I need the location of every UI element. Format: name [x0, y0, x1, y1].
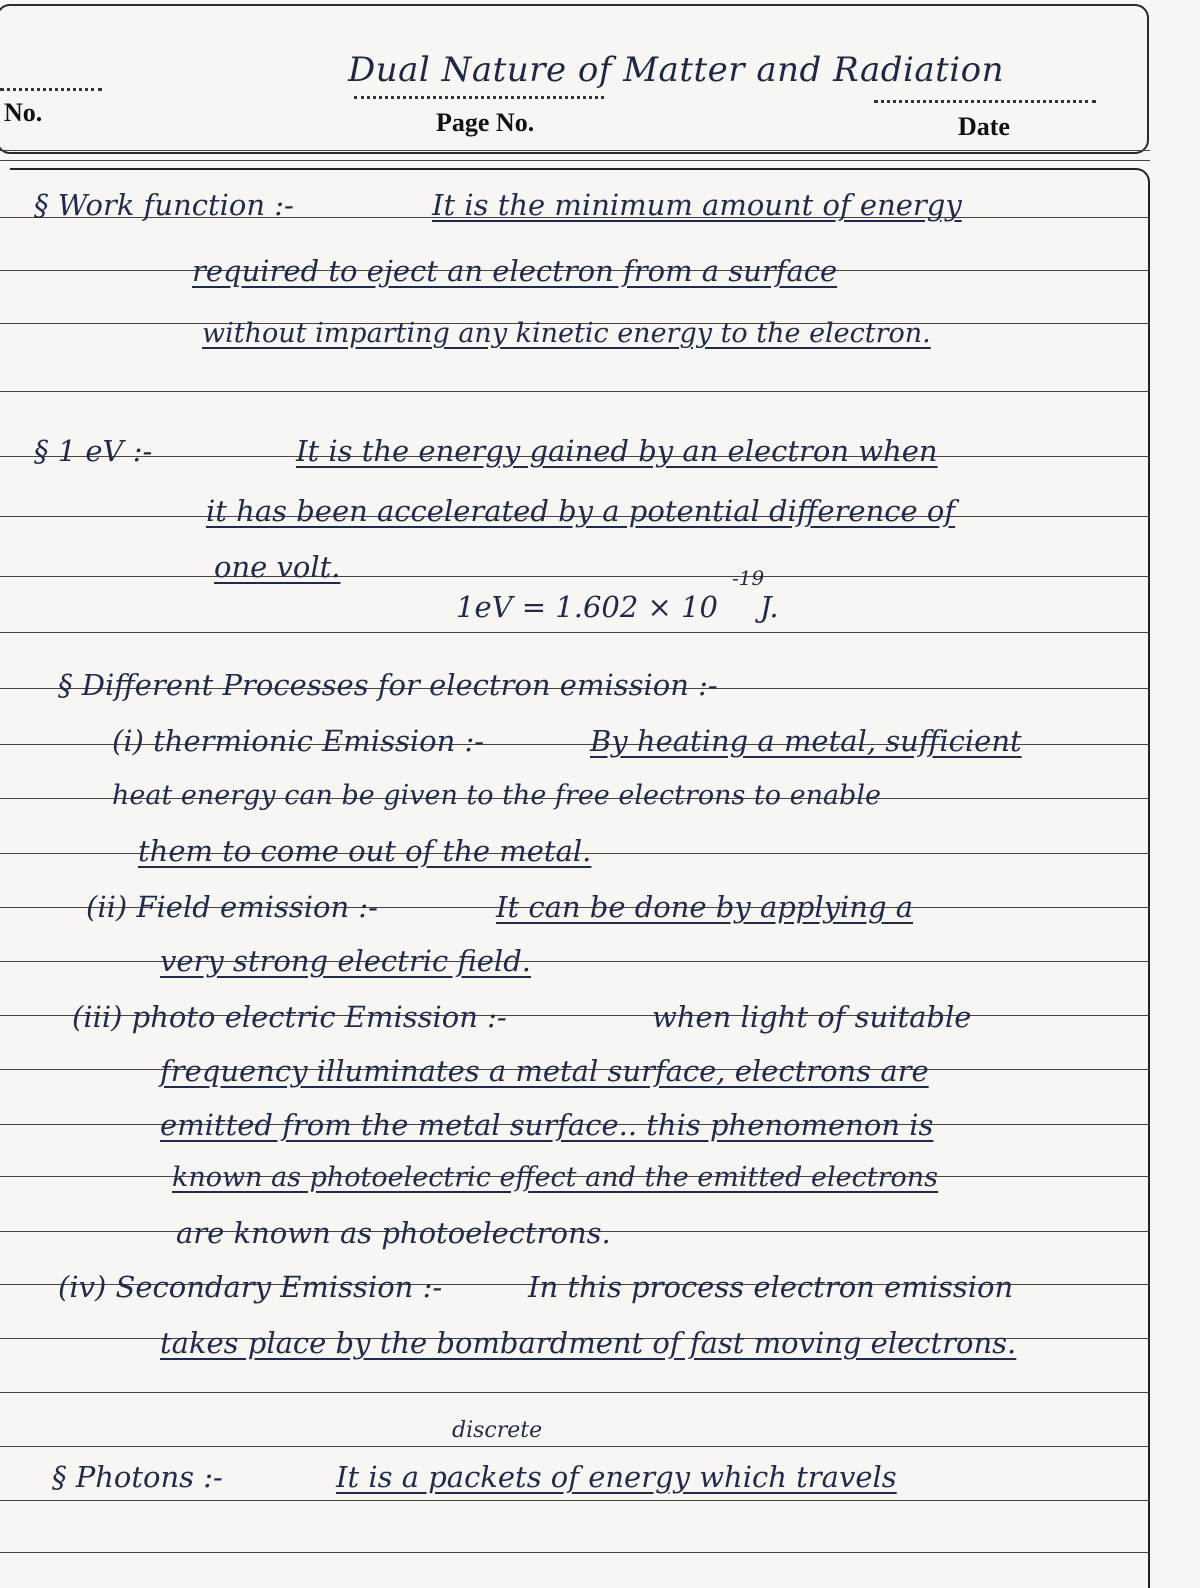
- photoelectric-line-4: known as photoelectric effect and the emitted electrons: [172, 1162, 938, 1193]
- work-function-line-1: It is the minimum amount of energy: [432, 188, 962, 222]
- thermionic-line-1: By heating a metal, sufficient: [590, 724, 1022, 758]
- date-dotted-line: [874, 100, 1096, 103]
- photoelectric-line-3: emitted from the metal surface.. this phenomenon is: [160, 1108, 934, 1142]
- one-ev-line-1: It is the energy gained by an electron when: [296, 434, 938, 468]
- secondary-emission-line-1: In this process electron emission: [528, 1270, 1014, 1304]
- photoelectric-label: (iii) photo electric Emission :-: [72, 1000, 507, 1034]
- one-ev-heading: § 1 eV :-: [34, 434, 153, 468]
- one-ev-line-2: it has been accelerated by a potential difference of: [206, 494, 956, 528]
- photons-line-1: It is a packets of energy which travels: [336, 1460, 897, 1494]
- field-emission-line-2: very strong electric field.: [160, 944, 531, 978]
- one-ev-formula-exponent: -19: [732, 566, 765, 590]
- one-ev-line-3: one volt.: [214, 550, 341, 584]
- page-no-dotted-line: [354, 96, 604, 99]
- page-title: Dual Nature of Matter and Radiation: [348, 50, 1005, 90]
- photons-insertion: discrete: [452, 1418, 543, 1443]
- no-label: No.: [4, 98, 43, 127]
- page-no-label: Page No.: [436, 108, 535, 137]
- one-ev-formula-value: 1eV = 1.602 × 10: [456, 590, 718, 624]
- work-function-line-3: without imparting any kinetic energy to the electron.: [202, 318, 931, 349]
- thermionic-label: (i) thermionic Emission :-: [112, 724, 485, 758]
- processes-heading: § Different Processes for electron emission :-: [58, 668, 718, 702]
- date-label: Date: [958, 112, 1010, 141]
- photons-heading: § Photons :-: [52, 1460, 223, 1494]
- no-dotted-line: [0, 88, 102, 91]
- thermionic-line-2: heat energy can be given to the free electrons to enable: [112, 780, 881, 811]
- photoelectric-line-2: frequency illuminates a metal surface, electrons are: [160, 1054, 929, 1088]
- photoelectric-line-5: are known as photoelectrons.: [176, 1216, 611, 1250]
- field-emission-label: (ii) Field emission :-: [86, 890, 378, 924]
- work-function-line-2: required to eject an electron from a surface: [192, 254, 838, 288]
- work-function-heading: § Work function :-: [34, 188, 294, 222]
- thermionic-line-3: them to come out of the metal.: [138, 834, 592, 868]
- page-frame: [10, 168, 1150, 1588]
- photoelectric-line-1: when light of suitable: [652, 1000, 972, 1034]
- secondary-emission-line-2: takes place by the bombardment of fast moving electrons.: [160, 1326, 1017, 1360]
- secondary-emission-label: (iv) Secondary Emission :-: [58, 1270, 443, 1304]
- field-emission-line-1: It can be done by applying a: [496, 890, 914, 924]
- one-ev-formula-unit: J.: [760, 590, 779, 624]
